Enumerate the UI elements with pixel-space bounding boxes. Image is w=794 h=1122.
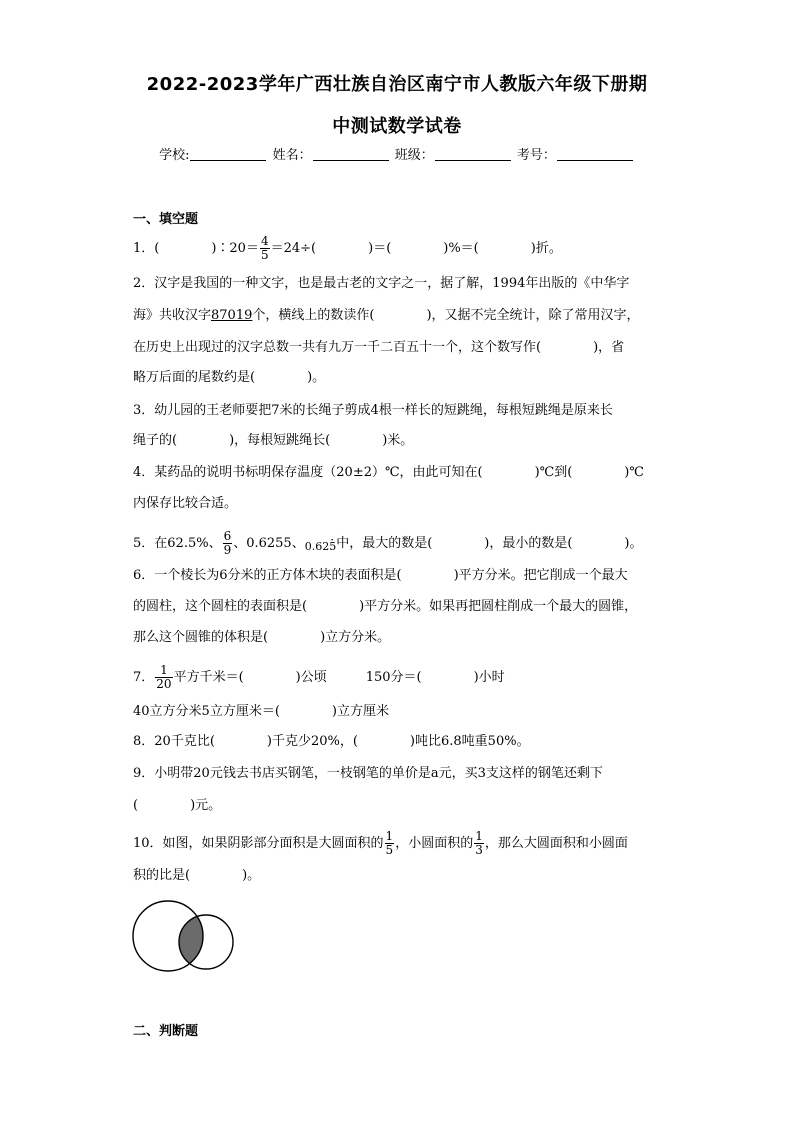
q1-text-a: 1．( )∶20＝	[133, 241, 259, 256]
q10-frac1-denominator: 5	[385, 843, 394, 857]
section-judge: 二、判断题	[133, 1024, 199, 1039]
q5-frac-denominator: 9	[223, 543, 232, 557]
exam-title-line2: 中测试数学试卷	[332, 116, 462, 137]
question-7-line2: 40立方分米5立方厘米＝( )立方厘米	[133, 704, 389, 719]
q5-decimal-prefix: 0.62	[304, 540, 330, 553]
q10-frac1-numerator: 1	[385, 829, 394, 843]
student-info-line	[0, 144, 794, 163]
question-3-line1: 3．幼儿园的王老师要把7米的长绳子剪成4根一样长的短跳绳，每根短跳绳是原来长	[133, 403, 613, 418]
question-10-line2: 积的比是( )。	[133, 868, 261, 883]
q7-fraction	[155, 664, 172, 691]
question-9-line2: ( )元。	[133, 798, 222, 813]
q5-text-c: 中，最大的数是( )，最小的数是( )。	[336, 536, 643, 551]
q1-frac-numerator: 4	[260, 234, 269, 248]
q1-text-b: ＝24÷( )＝( )%＝( )折。	[270, 241, 562, 256]
q1-frac-denominator: 5	[260, 248, 269, 262]
question-4-line2: 内保存比较合适。	[133, 496, 238, 511]
q10-fraction-2	[474, 830, 484, 857]
question-2-line3: 在历史上出现过的汉字总数一共有九万一千二百五十一个，这个数写作( )，省	[133, 340, 625, 355]
question-2-line1: 2．汉字是我国的一种文字，也是最古老的文字之一，据了解，1994年出版的《中华字	[133, 276, 630, 291]
two-circles-figure	[130, 898, 240, 978]
q5-repeating-decimal	[305, 540, 337, 553]
school-blank[interactable]	[190, 148, 266, 161]
q7-text-b: 平方千米＝( )公顷 150分＝( )小时	[173, 670, 505, 685]
class-label: 班级：	[394, 148, 434, 163]
id-label: 考号：	[516, 148, 556, 163]
question-3-line2: 绳子的( )，每根短跳绳长( )米。	[133, 433, 414, 448]
question-10-line1	[133, 830, 661, 857]
q10-text-c: ，那么大圆面积和小圆面	[484, 836, 628, 851]
q7-frac-numerator: 1	[155, 664, 172, 678]
q10-frac2-denominator: 3	[475, 843, 483, 857]
q10-frac2-numerator: 1	[475, 829, 483, 843]
question-7-line1	[133, 664, 661, 691]
question-5	[133, 530, 661, 557]
q2-text-b: 个，横线上的数读作( )，又据不完全统计，除了常用汉字，	[252, 308, 640, 323]
id-blank[interactable]	[557, 148, 633, 161]
q7-frac-denominator: 20	[156, 677, 172, 691]
name-blank[interactable]	[313, 148, 389, 161]
q2-text-a: 海》共收汉字	[133, 308, 212, 323]
question-6-line2: 的圆柱，这个圆柱的表面积是( )平方分米。如果再把圆柱削成一个最大的圆锥，	[133, 599, 638, 614]
question-6-line3: 那么这个圆锥的体积是( )立方分米。	[133, 630, 391, 645]
q10-fraction-1	[385, 830, 395, 857]
question-2-line2	[133, 306, 661, 326]
section-fill-blank: 一、填空题	[133, 212, 199, 227]
name-label: 姓名：	[272, 148, 312, 163]
q5-text-a: 5．在62.5%、	[133, 536, 222, 551]
q2-underlined-number: 87019	[211, 308, 253, 323]
q5-fraction	[223, 530, 233, 557]
school-label: 学校:	[159, 148, 190, 163]
question-9-line1: 9．小明带20元钱去书店买钢笔，一枝钢笔的单价是a元，买3支这样的钢笔还剩下	[133, 766, 603, 781]
class-blank[interactable]	[435, 148, 511, 161]
q7-text-a: 7．	[133, 670, 155, 685]
q5-text-b: 、0.6255、	[233, 536, 305, 551]
question-2-line4: 略万后面的尾数约是( )。	[133, 370, 326, 385]
q10-text-a: 10．如图，如果阴影部分面积是大圆面积的	[133, 836, 384, 851]
q5-frac-numerator: 6	[223, 529, 232, 543]
q1-fraction	[260, 235, 270, 262]
question-8: 8．20千克比( )千克少20%，( )吨比6.8吨重50%。	[133, 734, 530, 749]
exam-title-line1: 2022-2023学年广西壮族自治区南宁市人教版六年级下册期	[146, 74, 648, 95]
question-6-line1: 6．一个棱长为6分米的正方体木块的表面积是( )平方分米。把它削成一个最大	[133, 568, 628, 583]
q5-repeating-digit: · 5	[329, 540, 336, 553]
question-1	[133, 235, 661, 262]
q10-text-b: ，小圆面积的	[395, 836, 474, 851]
question-4-line1: 4．某药品的说明书标明保存温度（20±2）℃，由此可知在( )℃到( )℃	[133, 465, 644, 480]
